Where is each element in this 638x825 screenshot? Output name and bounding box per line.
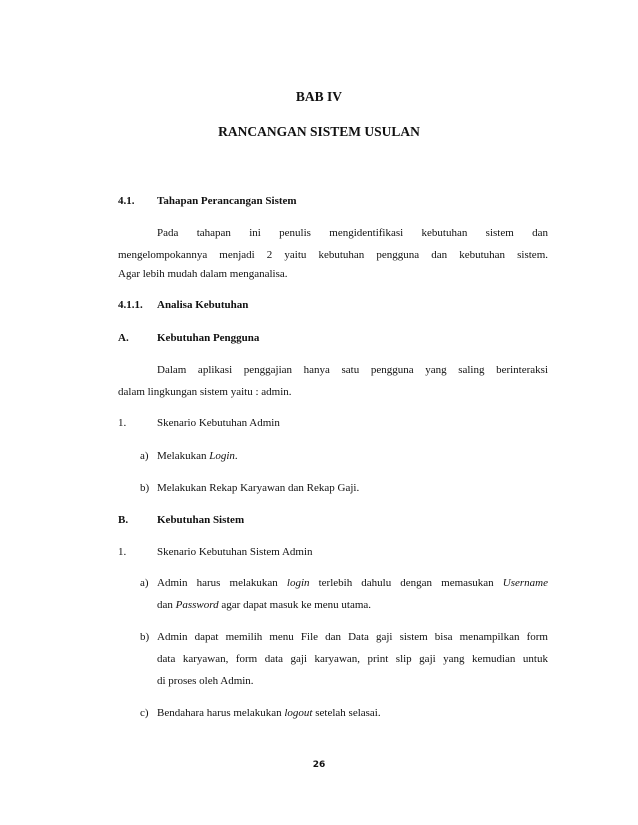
paragraph-line: Agar lebih mudah dalam menganalisa. bbox=[118, 268, 288, 280]
list-item-line bbox=[157, 599, 371, 611]
paragraph-line: Pada tahapan ini penulis mengidentifikasi kebutuhan sistem dan bbox=[157, 227, 548, 239]
chapter-number: BAB IV bbox=[295, 89, 343, 104]
paragraph-line: dalam lingkungan sistem yaitu : admin. bbox=[118, 386, 292, 398]
list-number: 1. bbox=[118, 546, 127, 558]
section-title: Tahapan Perancangan Sistem bbox=[157, 195, 297, 207]
list-item-line bbox=[157, 577, 548, 589]
subheading-title: Kebutuhan Sistem bbox=[157, 514, 245, 526]
text-italic: logout bbox=[284, 707, 313, 719]
text: terlebih dahulu dengan memasukan bbox=[309, 577, 503, 589]
subheading-title: Kebutuhan Pengguna bbox=[157, 332, 260, 344]
chapter-title: RANCANGAN SISTEM USULAN bbox=[218, 124, 420, 139]
list-title: Skenario Kebutuhan Sistem Admin bbox=[157, 546, 313, 558]
text-italic: Username bbox=[502, 577, 548, 589]
section-number: 4.1. bbox=[118, 195, 135, 207]
subheading-label: A. bbox=[118, 332, 129, 344]
text: dan bbox=[157, 599, 176, 611]
list-item bbox=[157, 707, 381, 719]
subsection-number: 4.1.1. bbox=[118, 299, 143, 311]
list-item: Melakukan Rekap Karyawan dan Rekap Gaji. bbox=[157, 482, 360, 494]
list-item-label: b) bbox=[140, 631, 150, 643]
list-number: 1. bbox=[118, 417, 127, 429]
list-item-label: b) bbox=[140, 482, 150, 494]
text: Melakukan bbox=[157, 450, 210, 462]
text-italic: Login bbox=[209, 450, 235, 462]
subsection-title: Analisa Kebutuhan bbox=[157, 299, 249, 311]
text: Bendahara harus melakukan bbox=[157, 707, 285, 719]
text: . bbox=[234, 450, 238, 462]
paragraph-line: mengelompokannya menjadi 2 yaitu kebutuhan pengguna dan kebutuhan sistem. bbox=[118, 249, 548, 261]
list-item bbox=[157, 450, 238, 462]
text: agar dapat masuk ke menu utama. bbox=[218, 599, 372, 611]
list-item-line: data karyawan, form data gaji karyawan, print slip gaji yang kemudian untuk bbox=[157, 653, 548, 665]
list-item-line: Admin dapat memilih menu File dan Data gaji sistem bisa menampilkan form bbox=[157, 631, 548, 643]
list-title: Skenario Kebutuhan Admin bbox=[157, 417, 280, 429]
page-number: 26 bbox=[312, 760, 326, 770]
text: Admin harus melakukan bbox=[157, 577, 287, 589]
list-item-line: di proses oleh Admin. bbox=[157, 675, 254, 687]
list-item-label: c) bbox=[140, 707, 149, 719]
list-item-label: a) bbox=[140, 450, 149, 462]
text-italic: Password bbox=[175, 599, 219, 611]
text: setelah selasai. bbox=[312, 707, 381, 719]
paragraph-line: Dalam aplikasi penggajian hanya satu pengguna yang saling berinteraksi bbox=[157, 364, 548, 376]
text-italic: login bbox=[286, 577, 310, 589]
subheading-label: B. bbox=[118, 514, 129, 526]
list-item-label: a) bbox=[140, 577, 149, 589]
